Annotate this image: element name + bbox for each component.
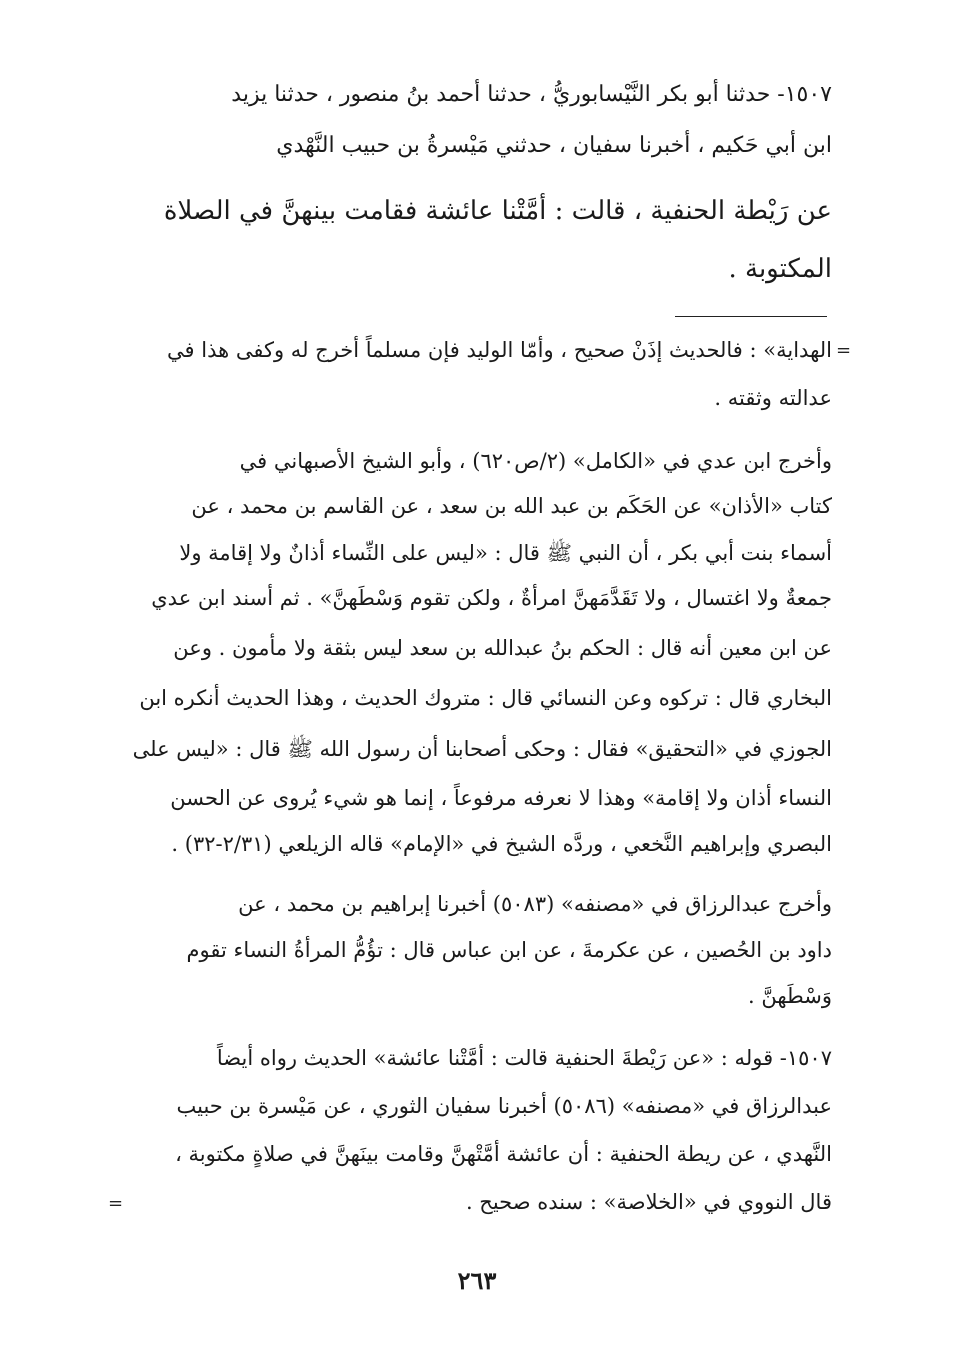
hadith-line-3: عن رَيْطة الحنفية ، قالت : أمَّتْنا عائشة فقامت بينهنَّ في الصلاة xyxy=(163,196,832,226)
note-line-1: الهداية» : فالحديث إذَنْ صحيح ، وأمّا الوليد فإن مسلماً أخرج له وكفى هذا في xyxy=(167,338,832,362)
note-line-18: قال النووي في «الخلاصة» : سنده صحيح . xyxy=(465,1190,832,1214)
note-line-10: النساء أذان ولا إقامة» وهذا لا نعرفه مرفوعاً ، إنما هو شيء يُروى عن الحسن xyxy=(170,786,832,810)
note-line-17: النَّهدي ، عن ريطة الحنفية : أن عائشة أمَّتْهنَّ وقامت بينَهنَّ في صلاةٍ مكتوبة ، xyxy=(175,1142,832,1166)
note-line-2: عدالته وثقته . xyxy=(714,386,832,410)
continuation-marker: = xyxy=(836,340,852,361)
note-line-5: أسماء بنت أبي بكر ، أن النبي ﷺ قال : «ليس على النِّساء أذانٌ ولا إقامة ولا xyxy=(179,541,832,565)
note-line-16: عبدالرزاق في «مصنفه» (٥٠٨٦) أخبرنا سفيان الثوري ، عن مَيْسرة بن حبيب xyxy=(176,1094,832,1118)
hadith-line-2: ابن أبي حَكيم ، أخبرنا سفيان ، حدثني مَيْسرةُ بن حبيب النَّهْدي xyxy=(276,133,832,158)
note-line-9: الجوزي في «التحقيق» فقال : وحكى أصحابنا أن رسول الله ﷺ قال : «ليس على xyxy=(132,737,832,761)
note-line-8: البخاري قال : تركوه وعن النسائي قال : متروك الحديث ، وهذا الحديث أنكره ابن xyxy=(139,686,832,710)
note-line-13: داود بن الحُصين ، عن عكرمةَ ، عن ابن عباس قال : تؤُمُّ المرأةُ النساء تقوم xyxy=(186,938,832,962)
note-line-3: وأخرج ابن عدي في «الكامل» (٢/ص٦٢٠) ، وأبو الشيخ الأصبهاني في xyxy=(239,449,832,473)
end-marker: = xyxy=(108,1193,124,1214)
page-number: ٢٦٣ xyxy=(457,1266,497,1295)
hadith-line-1: ١٥٠٧- حدثنا أبو بكر النَّيْسابوريُّ ، حدثنا أحمد بنُ منصور ، حدثنا يزيد xyxy=(231,82,832,107)
footnote-separator xyxy=(675,316,827,317)
note-line-12: وأخرج عبدالرزاق في «مصنفه» (٥٠٨٣) أخبرنا إبراهيم بن محمد ، عن xyxy=(238,892,832,916)
note-line-15: ١٥٠٧- قوله : «عن رَيْطةَ الحنفية قالت : أمَّتْنا عائشة» الحديث رواه أيضاً xyxy=(216,1046,832,1070)
hadith-line-4: المكتوبة . xyxy=(728,254,832,284)
note-line-4: كتاب «الأذان» عن الحَكَم بن عبد الله بن سعد ، عن القاسم بن محمد ، عن xyxy=(191,494,832,518)
note-line-7: عن ابن معين أنه قال : الحكم بنُ عبدالله بن سعد ليس بثقة ولا مأمون . وعن xyxy=(173,636,832,660)
note-line-6: جمعةٌ ولا اغتسال ، ولا تَقَدَّمَهنَّ امرأةٌ ، ولكن تقوم وَسْطَهنَّ» . ثم أسند ابن عدي xyxy=(151,586,832,610)
note-line-11: البصري وإبراهيم النَّخعي ، وردَّه الشيخ في «الإمام» قاله الزيلعي (٢/٣١-٣٢) . xyxy=(171,832,832,856)
note-line-14: وَسْطَهنَّ . xyxy=(748,984,832,1008)
